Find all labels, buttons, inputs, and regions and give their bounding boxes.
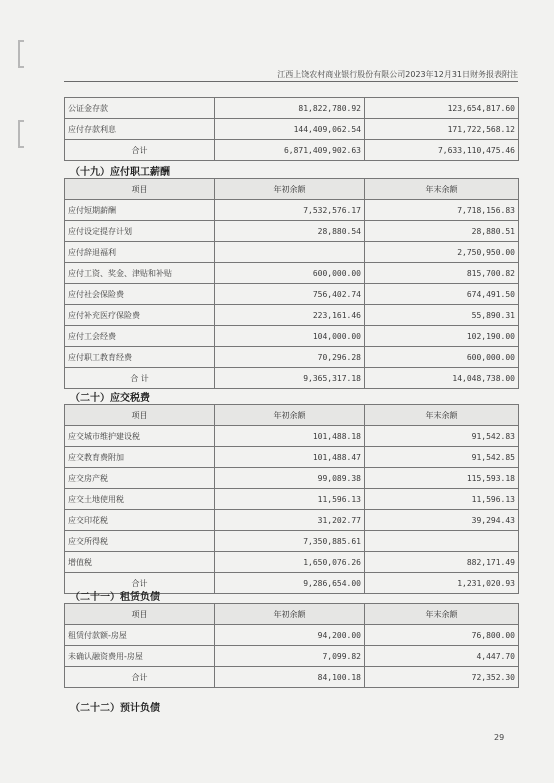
row-value-begin: 7,532,576.17 xyxy=(215,200,365,221)
row-value-begin: 223,161.46 xyxy=(215,305,365,326)
column-header: 项目 xyxy=(65,405,215,426)
row-name: 应付工资、奖金、津贴和补贴 xyxy=(65,263,215,284)
row-value-end: 91,542.85 xyxy=(365,447,519,468)
row-name: 应付社会保险费 xyxy=(65,284,215,305)
section-title: （二十二）预计负债 xyxy=(70,703,160,714)
row-value-end: 11,596.13 xyxy=(365,489,519,510)
lease-liability-table xyxy=(64,603,519,688)
column-header: 年末余额 xyxy=(365,179,519,200)
column-header: 年末余额 xyxy=(365,604,519,625)
row-name: 应交印花税 xyxy=(65,510,215,531)
taxes-table xyxy=(64,404,519,594)
row-value-end: 674,491.50 xyxy=(365,284,519,305)
row-value-end: 1,231,020.93 xyxy=(365,573,519,594)
row-value-end: 39,294.43 xyxy=(365,510,519,531)
table-row xyxy=(65,326,519,347)
row-value-begin: 11,596.13 xyxy=(215,489,365,510)
row-value-end: 55,890.31 xyxy=(365,305,519,326)
row-name: 应交所得税 xyxy=(65,531,215,552)
table-row xyxy=(65,667,519,688)
row-name: 应付职工教育经费 xyxy=(65,347,215,368)
row-value-begin: 7,099.82 xyxy=(215,646,365,667)
row-name: 应交教育费附加 xyxy=(65,447,215,468)
column-header: 年末余额 xyxy=(365,405,519,426)
row-value-end: 14,048,738.00 xyxy=(365,368,519,389)
header-rule xyxy=(64,81,518,82)
row-value-end: 4,447.70 xyxy=(365,646,519,667)
row-name: 公证金存款 xyxy=(65,98,215,119)
table-row xyxy=(65,119,519,140)
row-name: 应交土地使用税 xyxy=(65,489,215,510)
table-row xyxy=(65,140,519,161)
row-value-end: 76,800.00 xyxy=(365,625,519,646)
table-header-row xyxy=(65,604,519,625)
column-header: 项目 xyxy=(65,179,215,200)
row-value-begin: 6,871,409,902.63 xyxy=(215,140,365,161)
top-table xyxy=(64,97,519,161)
payroll-table xyxy=(64,178,519,389)
table-row xyxy=(65,426,519,447)
row-value-begin: 81,822,780.92 xyxy=(215,98,365,119)
row-value-begin: 101,488.47 xyxy=(215,447,365,468)
table-row xyxy=(65,625,519,646)
row-value-begin: 99,089.38 xyxy=(215,468,365,489)
row-value-begin: 144,409,062.54 xyxy=(215,119,365,140)
row-value-begin: 1,650,076.26 xyxy=(215,552,365,573)
table-row xyxy=(65,305,519,326)
table-row xyxy=(65,468,519,489)
row-value-end: 815,700.82 xyxy=(365,263,519,284)
row-value-end: 91,542.83 xyxy=(365,426,519,447)
row-value-end: 72,352.30 xyxy=(365,667,519,688)
row-value-begin: 600,000.00 xyxy=(215,263,365,284)
row-value-begin: 84,100.18 xyxy=(215,667,365,688)
section-title: （二十）应交税费 xyxy=(70,393,150,404)
row-value-end: 7,633,110,475.46 xyxy=(365,140,519,161)
row-value-begin: 31,202.77 xyxy=(215,510,365,531)
row-value-begin: 756,402.74 xyxy=(215,284,365,305)
row-value-end: 882,171.49 xyxy=(365,552,519,573)
row-name: 合 计 xyxy=(65,368,215,389)
row-name: 合计 xyxy=(65,667,215,688)
table-header-row xyxy=(65,179,519,200)
section-title: （二十一）租赁负债 xyxy=(70,592,160,603)
row-value-end: 2,750,950.00 xyxy=(365,242,519,263)
column-header: 年初余额 xyxy=(215,405,365,426)
row-name: 合计 xyxy=(65,573,215,594)
row-value-begin xyxy=(215,242,365,263)
table-header-row xyxy=(65,405,519,426)
table-row xyxy=(65,531,519,552)
column-header: 项目 xyxy=(65,604,215,625)
table-row xyxy=(65,368,519,389)
table-row xyxy=(65,447,519,468)
row-value-end: 102,190.00 xyxy=(365,326,519,347)
row-value-end: 7,718,156.83 xyxy=(365,200,519,221)
table-row xyxy=(65,242,519,263)
page-header: 江西上饶农村商业银行股份有限公司2023年12月31日财务报表附注 xyxy=(277,70,518,79)
row-name: 合计 xyxy=(65,140,215,161)
row-name: 应付补充医疗保险费 xyxy=(65,305,215,326)
margin-mark xyxy=(18,40,24,68)
row-value-begin: 101,488.18 xyxy=(215,426,365,447)
row-value-end xyxy=(365,531,519,552)
row-name: 应交房产税 xyxy=(65,468,215,489)
table-row xyxy=(65,221,519,242)
row-value-begin: 9,365,317.18 xyxy=(215,368,365,389)
row-value-end: 28,880.51 xyxy=(365,221,519,242)
row-value-begin: 9,286,654.00 xyxy=(215,573,365,594)
row-name: 增值税 xyxy=(65,552,215,573)
row-value-begin: 70,296.28 xyxy=(215,347,365,368)
row-value-end: 171,722,568.12 xyxy=(365,119,519,140)
row-value-begin: 28,880.54 xyxy=(215,221,365,242)
row-value-end: 115,593.18 xyxy=(365,468,519,489)
row-value-end: 123,654,817.60 xyxy=(365,98,519,119)
table-row xyxy=(65,200,519,221)
row-name: 应付短期薪酬 xyxy=(65,200,215,221)
table-row xyxy=(65,552,519,573)
row-name: 应付设定提存计划 xyxy=(65,221,215,242)
table-row xyxy=(65,284,519,305)
section-title: （十九）应付职工薪酬 xyxy=(70,167,170,178)
row-value-end: 600,000.00 xyxy=(365,347,519,368)
row-name: 未确认融资费用-房屋 xyxy=(65,646,215,667)
row-name: 应付辞退福利 xyxy=(65,242,215,263)
row-value-begin: 104,000.00 xyxy=(215,326,365,347)
row-name: 应付工会经费 xyxy=(65,326,215,347)
table-row xyxy=(65,510,519,531)
row-name: 租赁付款额-房屋 xyxy=(65,625,215,646)
table-row xyxy=(65,489,519,510)
table-row xyxy=(65,646,519,667)
row-value-begin: 7,350,885.61 xyxy=(215,531,365,552)
page-number: 29 xyxy=(494,733,505,742)
table-row xyxy=(65,98,519,119)
row-name: 应付存款利息 xyxy=(65,119,215,140)
column-header: 年初余额 xyxy=(215,179,365,200)
row-value-begin: 94,200.00 xyxy=(215,625,365,646)
table-row xyxy=(65,263,519,284)
table-row xyxy=(65,347,519,368)
margin-mark xyxy=(18,120,24,148)
row-name: 应交城市维护建设税 xyxy=(65,426,215,447)
column-header: 年初余额 xyxy=(215,604,365,625)
